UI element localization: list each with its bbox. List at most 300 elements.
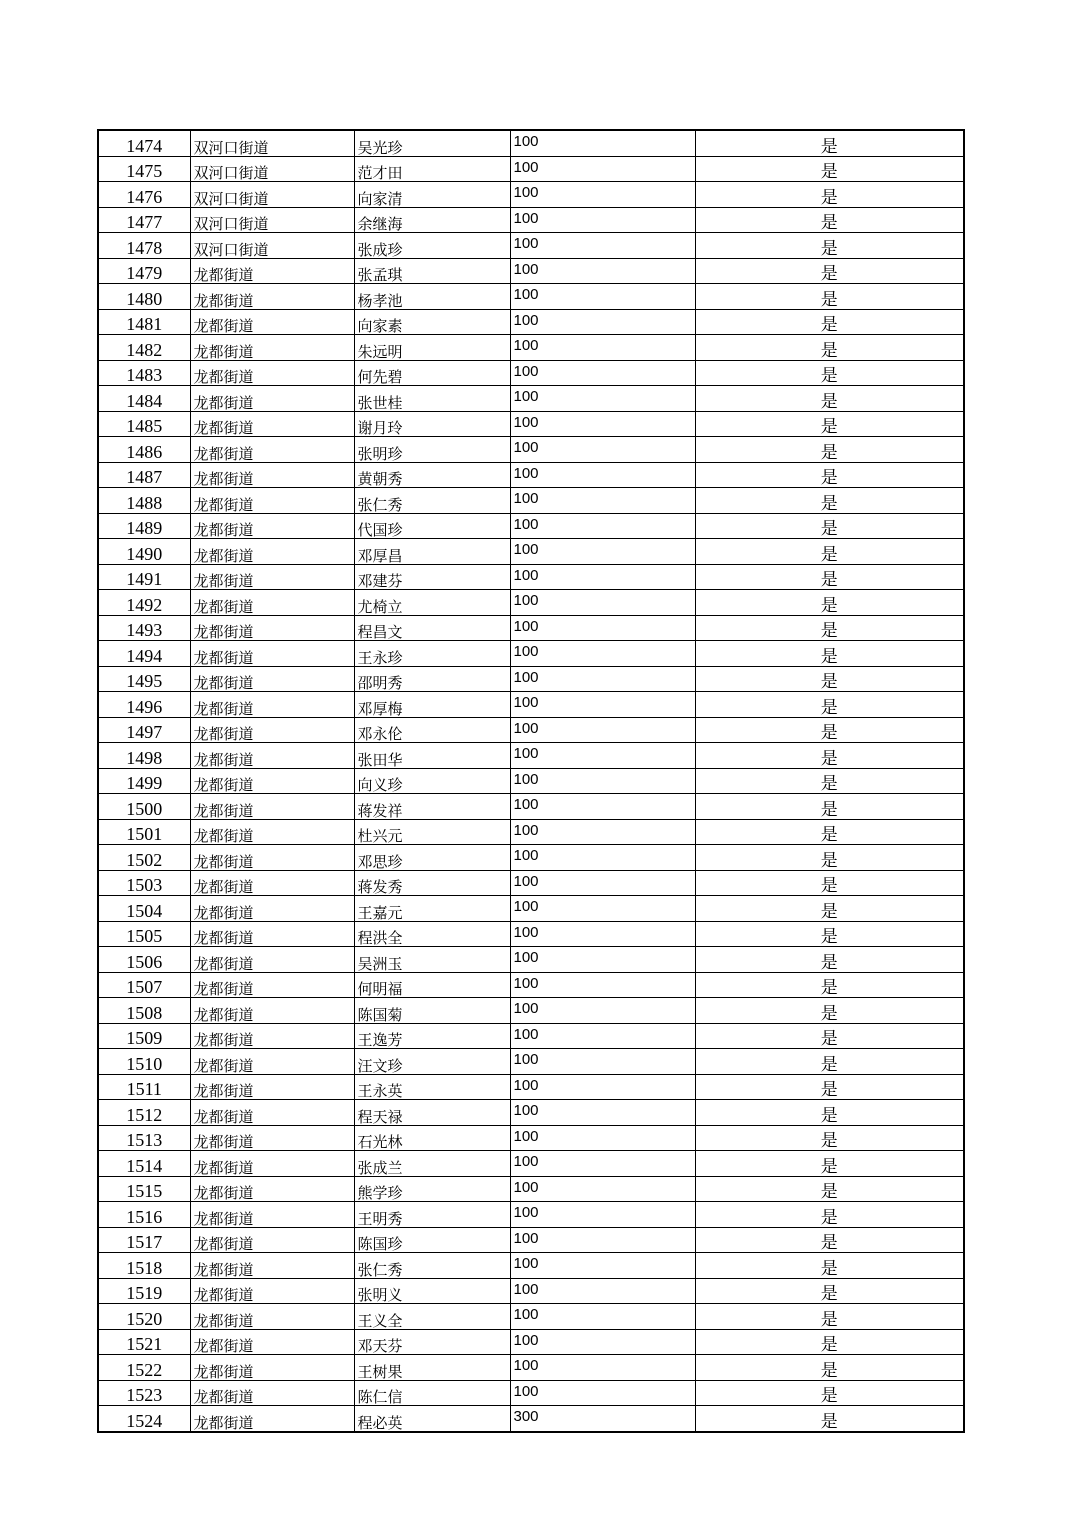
street-cell (190, 590, 354, 616)
row-number-cell: 1478 (98, 233, 190, 259)
table-row (98, 615, 964, 641)
amount-cell (510, 462, 695, 488)
flag-cell: 是 (695, 1278, 964, 1304)
street-cell (190, 998, 354, 1024)
flag-cell: 是 (695, 335, 964, 361)
street-cell (190, 819, 354, 845)
street-text: 龙都街道 (193, 1337, 254, 1355)
street-cell (190, 641, 354, 667)
flag-cell: 是 (695, 1380, 964, 1406)
person-name-cell (354, 1406, 510, 1432)
person-name-text: 黄朝秀 (357, 470, 403, 488)
row-number-cell: 1510 (98, 1049, 190, 1075)
row-number-cell: 1496 (98, 692, 190, 718)
amount-cell (510, 258, 695, 284)
amount-text: 100 (513, 388, 539, 405)
street-text: 双河口街道 (193, 189, 269, 207)
street-text: 龙都街道 (193, 521, 254, 539)
person-name-text: 程天禄 (357, 1107, 403, 1125)
person-name-cell (354, 921, 510, 947)
amount-text: 100 (513, 1229, 539, 1247)
amount-text: 100 (513, 643, 539, 660)
table-row (98, 819, 964, 845)
street-text: 龙都街道 (193, 801, 254, 819)
row-number-cell: 1518 (98, 1253, 190, 1279)
street-cell (190, 1329, 354, 1355)
street-cell (190, 1074, 354, 1100)
person-name-text: 杨孝池 (357, 291, 403, 309)
table-row (98, 1227, 964, 1253)
street-text: 龙都街道 (193, 648, 254, 666)
flag-cell: 是 (695, 1202, 964, 1228)
row-number-cell: 1477 (98, 207, 190, 233)
person-name-text: 邵明秀 (357, 674, 403, 692)
street-cell (190, 360, 354, 386)
person-name-cell (354, 819, 510, 845)
amount-cell (510, 1355, 695, 1381)
street-cell (190, 513, 354, 539)
street-text: 龙都街道 (193, 725, 254, 743)
person-name-cell (354, 666, 510, 692)
person-name-cell (354, 513, 510, 539)
amount-text: 100 (513, 617, 539, 635)
row-number-cell: 1502 (98, 845, 190, 871)
person-name-text: 尤椅立 (357, 597, 403, 615)
amount-cell (510, 130, 695, 156)
flag-cell: 是 (695, 1304, 964, 1330)
amount-cell (510, 411, 695, 437)
amount-text: 100 (513, 1076, 539, 1094)
street-text: 龙都街道 (193, 954, 254, 972)
street-text: 龙都街道 (193, 572, 254, 590)
amount-text: 100 (513, 1102, 539, 1119)
street-text: 龙都街道 (193, 623, 254, 641)
person-name-text: 程昌文 (357, 623, 403, 641)
street-cell (190, 284, 354, 310)
street-text: 龙都街道 (193, 1005, 254, 1023)
street-cell (190, 1406, 354, 1432)
street-text: 龙都街道 (193, 317, 254, 335)
flag-cell: 是 (695, 641, 964, 667)
street-text: 龙都街道 (193, 1133, 254, 1151)
flag-cell: 是 (695, 870, 964, 896)
table-row (98, 768, 964, 794)
amount-cell (510, 1176, 695, 1202)
row-number-cell: 1476 (98, 182, 190, 208)
amount-text: 100 (513, 566, 539, 584)
person-name-text: 王嘉元 (357, 903, 403, 921)
table-row (98, 1253, 964, 1279)
person-name-text: 王明秀 (357, 1209, 403, 1227)
amount-cell (510, 539, 695, 565)
table-row (98, 641, 964, 667)
person-name-cell (354, 411, 510, 437)
person-name-cell (354, 1304, 510, 1330)
table-row (98, 182, 964, 208)
amount-text: 100 (513, 1357, 539, 1374)
street-cell (190, 309, 354, 335)
table-row (98, 717, 964, 743)
amount-text: 100 (513, 1382, 539, 1400)
flag-cell: 是 (695, 666, 964, 692)
person-name-cell (354, 1380, 510, 1406)
street-text: 龙都街道 (193, 1260, 254, 1278)
street-cell (190, 182, 354, 208)
row-number-cell: 1507 (98, 972, 190, 998)
street-text: 龙都街道 (193, 929, 254, 947)
amount-cell (510, 437, 695, 463)
amount-text: 100 (513, 694, 539, 711)
table-row (98, 564, 964, 590)
row-number-cell: 1480 (98, 284, 190, 310)
table-row (98, 130, 964, 156)
street-text: 龙都街道 (193, 980, 254, 998)
flag-cell: 是 (695, 947, 964, 973)
street-text: 龙都街道 (193, 1158, 254, 1176)
row-number-cell: 1505 (98, 921, 190, 947)
row-number-cell: 1495 (98, 666, 190, 692)
flag-cell: 是 (695, 845, 964, 871)
row-number-cell: 1490 (98, 539, 190, 565)
table-row (98, 590, 964, 616)
street-cell (190, 130, 354, 156)
row-number-cell: 1524 (98, 1406, 190, 1432)
person-name-text: 石光林 (357, 1133, 403, 1151)
person-name-text: 谢月玲 (357, 419, 403, 437)
amount-cell (510, 1202, 695, 1228)
row-number-cell: 1487 (98, 462, 190, 488)
street-text: 龙都街道 (193, 546, 254, 564)
person-name-text: 张成珍 (357, 240, 403, 258)
flag-cell: 是 (695, 309, 964, 335)
table-row (98, 360, 964, 386)
person-name-text: 吴光珍 (357, 138, 403, 156)
amount-cell (510, 845, 695, 871)
amount-cell (510, 156, 695, 182)
flag-cell: 是 (695, 972, 964, 998)
street-text: 龙都街道 (193, 419, 254, 437)
table-row (98, 156, 964, 182)
amount-cell (510, 666, 695, 692)
subsidy-list-table (97, 129, 965, 1433)
flag-cell: 是 (695, 386, 964, 412)
amount-text: 100 (513, 745, 539, 762)
person-name-text: 王永珍 (357, 648, 403, 666)
street-cell (190, 462, 354, 488)
street-cell (190, 947, 354, 973)
table-row (98, 1278, 964, 1304)
table-row (98, 309, 964, 335)
street-text: 龙都街道 (193, 368, 254, 386)
person-name-text: 向义珍 (357, 776, 403, 794)
person-name-text: 张仁秀 (357, 495, 403, 513)
table-row (98, 1049, 964, 1075)
amount-cell (510, 641, 695, 667)
street-text: 龙都街道 (193, 1184, 254, 1202)
row-number-cell: 1514 (98, 1151, 190, 1177)
table-row (98, 1380, 964, 1406)
amount-text: 100 (513, 184, 539, 201)
street-cell (190, 1049, 354, 1075)
street-cell (190, 335, 354, 361)
amount-text: 300 (513, 1408, 539, 1425)
amount-cell (510, 360, 695, 386)
table-row (98, 1329, 964, 1355)
person-name-cell (354, 539, 510, 565)
person-name-cell (354, 794, 510, 820)
street-cell (190, 870, 354, 896)
amount-cell (510, 896, 695, 922)
amount-text: 100 (513, 1000, 539, 1017)
person-name-text: 王永英 (357, 1082, 403, 1100)
street-cell (190, 615, 354, 641)
street-text: 龙都街道 (193, 1107, 254, 1125)
amount-cell (510, 1304, 695, 1330)
amount-text: 100 (513, 1025, 539, 1043)
street-cell (190, 437, 354, 463)
person-name-cell (354, 462, 510, 488)
amount-cell (510, 590, 695, 616)
amount-text: 100 (513, 515, 539, 533)
person-name-cell (354, 1151, 510, 1177)
person-name-text: 张仁秀 (357, 1260, 403, 1278)
person-name-cell (354, 1125, 510, 1151)
amount-cell (510, 921, 695, 947)
flag-cell: 是 (695, 1125, 964, 1151)
table-row (98, 513, 964, 539)
amount-cell (510, 1406, 695, 1432)
street-cell (190, 411, 354, 437)
person-name-cell (354, 1074, 510, 1100)
person-name-cell (354, 207, 510, 233)
table-row (98, 1023, 964, 1049)
person-name-text: 熊学珍 (357, 1184, 403, 1202)
amount-text: 100 (513, 898, 539, 915)
amount-cell (510, 1074, 695, 1100)
table-row (98, 794, 964, 820)
amount-cell (510, 309, 695, 335)
table-row (98, 1100, 964, 1126)
person-name-text: 陈国珍 (357, 1235, 403, 1253)
street-text: 龙都街道 (193, 266, 254, 284)
row-number-cell: 1513 (98, 1125, 190, 1151)
street-text: 龙都街道 (193, 470, 254, 488)
table-row (98, 692, 964, 718)
table-row (98, 437, 964, 463)
row-number-cell: 1515 (98, 1176, 190, 1202)
amount-text: 100 (513, 413, 539, 431)
person-name-text: 张田华 (357, 750, 403, 768)
row-number-cell: 1491 (98, 564, 190, 590)
street-cell (190, 1355, 354, 1381)
amount-cell (510, 564, 695, 590)
table-row (98, 284, 964, 310)
flag-cell: 是 (695, 156, 964, 182)
amount-cell (510, 207, 695, 233)
table-row (98, 1406, 964, 1432)
street-cell (190, 233, 354, 259)
table-row (98, 233, 964, 259)
amount-text: 100 (513, 439, 539, 456)
table-row (98, 207, 964, 233)
amount-text: 100 (513, 260, 539, 278)
amount-cell (510, 794, 695, 820)
person-name-cell (354, 1049, 510, 1075)
street-text: 龙都街道 (193, 1413, 254, 1432)
amount-text: 100 (513, 464, 539, 482)
amount-cell (510, 998, 695, 1024)
row-number-cell: 1504 (98, 896, 190, 922)
flag-cell: 是 (695, 437, 964, 463)
street-cell (190, 1151, 354, 1177)
person-name-text: 邓厚梅 (357, 699, 403, 717)
person-name-cell (354, 1278, 510, 1304)
table-row (98, 1202, 964, 1228)
person-name-text: 吴洲玉 (357, 954, 403, 972)
street-text: 龙都街道 (193, 1082, 254, 1100)
amount-cell (510, 870, 695, 896)
row-number-cell: 1499 (98, 768, 190, 794)
row-number-cell: 1497 (98, 717, 190, 743)
person-name-cell (354, 335, 510, 361)
flag-cell: 是 (695, 411, 964, 437)
amount-cell (510, 1329, 695, 1355)
row-number-cell: 1475 (98, 156, 190, 182)
person-name-text: 程必英 (357, 1413, 403, 1432)
street-text: 龙都街道 (193, 1362, 254, 1380)
person-name-cell (354, 1202, 510, 1228)
row-number-cell: 1498 (98, 743, 190, 769)
street-text: 龙都街道 (193, 1031, 254, 1049)
table-row (98, 1074, 964, 1100)
person-name-text: 张成兰 (357, 1158, 403, 1176)
amount-text: 100 (513, 1280, 539, 1298)
row-number-cell: 1512 (98, 1100, 190, 1126)
amount-text: 100 (513, 209, 539, 227)
street-text: 龙都街道 (193, 597, 254, 615)
table-body (98, 130, 964, 1432)
row-number-cell: 1503 (98, 870, 190, 896)
amount-text: 100 (513, 847, 539, 864)
street-text: 龙都街道 (193, 393, 254, 411)
row-number-cell: 1516 (98, 1202, 190, 1228)
amount-text: 100 (513, 311, 539, 329)
flag-cell: 是 (695, 1406, 964, 1432)
amount-text: 100 (513, 490, 539, 507)
street-cell (190, 1253, 354, 1279)
amount-cell (510, 768, 695, 794)
street-cell (190, 386, 354, 412)
row-number-cell: 1523 (98, 1380, 190, 1406)
amount-cell (510, 1023, 695, 1049)
table-row (98, 1355, 964, 1381)
person-name-text: 张世桂 (357, 393, 403, 411)
row-number-cell: 1522 (98, 1355, 190, 1381)
amount-cell (510, 947, 695, 973)
street-text: 龙都街道 (193, 878, 254, 896)
amount-cell (510, 1151, 695, 1177)
street-cell (190, 539, 354, 565)
table-row (98, 972, 964, 998)
person-name-text: 张明义 (357, 1286, 403, 1304)
street-cell (190, 1100, 354, 1126)
person-name-text: 王树果 (357, 1362, 403, 1380)
amount-text: 100 (513, 1331, 539, 1349)
person-name-cell (354, 590, 510, 616)
street-text: 双河口街道 (193, 138, 269, 156)
flag-cell: 是 (695, 1227, 964, 1253)
person-name-cell (354, 233, 510, 259)
person-name-text: 陈仁信 (357, 1388, 403, 1406)
amount-text: 100 (513, 1306, 539, 1323)
person-name-text: 张明珍 (357, 444, 403, 462)
person-name-cell (354, 564, 510, 590)
street-text: 双河口街道 (193, 215, 269, 233)
amount-text: 100 (513, 362, 539, 380)
amount-cell (510, 692, 695, 718)
table-row (98, 870, 964, 896)
person-name-cell (354, 896, 510, 922)
amount-text: 100 (513, 1178, 539, 1196)
flag-cell: 是 (695, 207, 964, 233)
person-name-cell (354, 845, 510, 871)
street-text: 双河口街道 (193, 164, 269, 182)
person-name-text: 向家清 (357, 189, 403, 207)
row-number-cell: 1483 (98, 360, 190, 386)
amount-text: 100 (513, 821, 539, 839)
person-name-text: 程洪全 (357, 929, 403, 947)
flag-cell: 是 (695, 258, 964, 284)
amount-cell (510, 233, 695, 259)
person-name-cell (354, 768, 510, 794)
amount-text: 100 (513, 1204, 539, 1221)
row-number-cell: 1482 (98, 335, 190, 361)
row-number-cell: 1517 (98, 1227, 190, 1253)
person-name-cell (354, 130, 510, 156)
amount-cell (510, 1227, 695, 1253)
person-name-text: 何先碧 (357, 368, 403, 386)
amount-text: 100 (513, 719, 539, 737)
person-name-cell (354, 998, 510, 1024)
person-name-cell (354, 386, 510, 412)
person-name-cell (354, 972, 510, 998)
street-text: 龙都街道 (193, 1286, 254, 1304)
street-cell (190, 564, 354, 590)
amount-text: 100 (513, 158, 539, 176)
person-name-text: 邓天芬 (357, 1337, 403, 1355)
row-number-cell: 1508 (98, 998, 190, 1024)
flag-cell: 是 (695, 539, 964, 565)
street-cell (190, 1176, 354, 1202)
amount-cell (510, 972, 695, 998)
amount-cell (510, 615, 695, 641)
table-row (98, 386, 964, 412)
flag-cell: 是 (695, 1049, 964, 1075)
amount-cell (510, 284, 695, 310)
row-number-cell: 1521 (98, 1329, 190, 1355)
flag-cell: 是 (695, 233, 964, 259)
amount-text: 100 (513, 1051, 539, 1068)
flag-cell: 是 (695, 819, 964, 845)
amount-cell (510, 335, 695, 361)
table-row (98, 743, 964, 769)
table-row (98, 488, 964, 514)
flag-cell: 是 (695, 998, 964, 1024)
person-name-text: 范才田 (357, 164, 403, 182)
street-cell (190, 1380, 354, 1406)
amount-text: 100 (513, 770, 539, 788)
row-number-cell: 1474 (98, 130, 190, 156)
